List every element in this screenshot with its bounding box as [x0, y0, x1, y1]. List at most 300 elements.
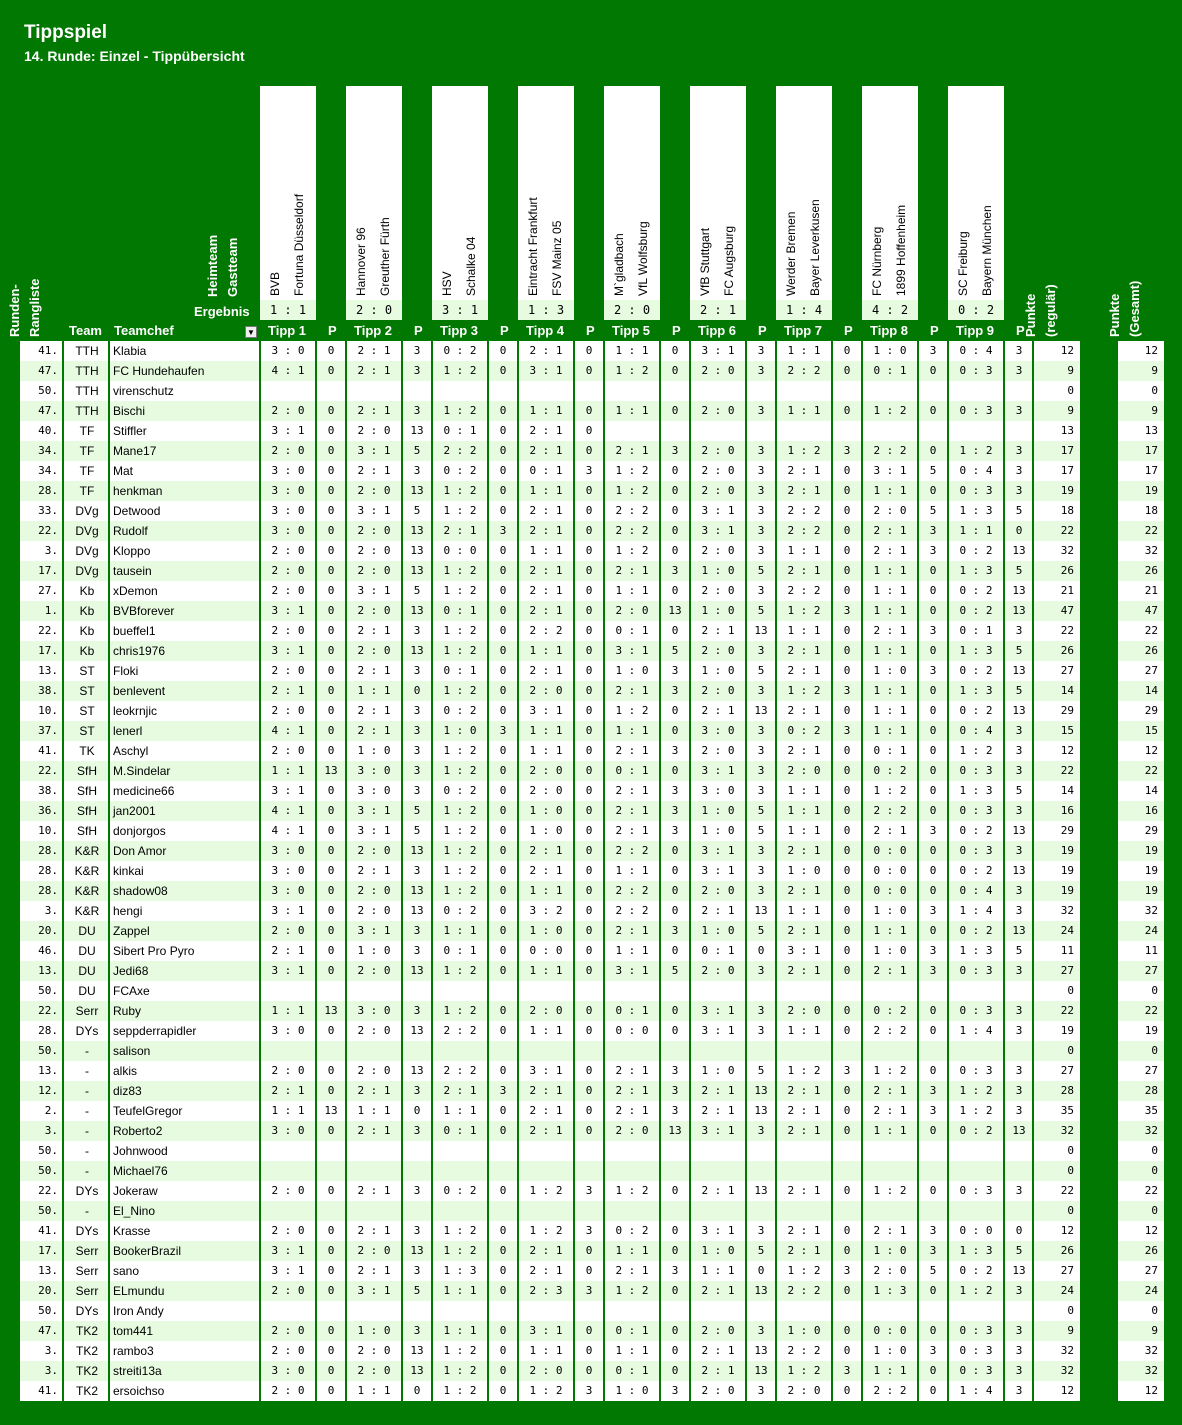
- tipp-cell: 2 : 1: [873, 524, 907, 537]
- points-cell: 0: [671, 344, 679, 357]
- points-total-cell: 32: [1144, 904, 1158, 917]
- team-cell: K&R: [74, 904, 100, 918]
- points-cell: [746, 1161, 776, 1181]
- rank-cell: 33.: [38, 504, 58, 517]
- points-cell: [488, 1161, 518, 1181]
- points-cell: [918, 981, 948, 1001]
- points-cell: 3: [929, 1344, 937, 1357]
- tipp-cell: 1 : 1: [529, 484, 563, 497]
- tipp-cell: 1 : 2: [443, 404, 477, 417]
- tipp-cell: [948, 1301, 1004, 1321]
- tipp-cell: 2 : 1: [357, 464, 391, 477]
- points-regular-cell: 0: [1067, 384, 1074, 397]
- home-team-label: HSV: [440, 271, 454, 296]
- tipp-cell: 3 : 2: [529, 904, 563, 917]
- points-cell: 0: [585, 784, 593, 797]
- points-cell: [918, 421, 948, 441]
- points-cell: 13: [754, 1284, 768, 1297]
- team-cell: K&R: [74, 884, 100, 898]
- tipp-cell: 2 : 0: [357, 564, 391, 577]
- tipp-cell: 2 : 1: [615, 744, 649, 757]
- points-cell: 0: [585, 964, 593, 977]
- points-cell: 5: [757, 564, 765, 577]
- points-cell: [316, 1141, 346, 1161]
- points-cell: 0: [671, 1364, 679, 1377]
- points-cell: 13: [410, 544, 424, 557]
- p-header-8: P: [930, 323, 939, 338]
- away-team-label: Fortuna Düsseldorf: [292, 193, 306, 296]
- points-cell: [574, 1161, 604, 1181]
- points-total-cell: 13: [1144, 424, 1158, 437]
- points-cell: 3: [1015, 1064, 1023, 1077]
- points-cell: 0: [327, 924, 335, 937]
- column-divider: [861, 341, 863, 1405]
- tipp-cell: 2 : 1: [615, 684, 649, 697]
- points-total-cell: 16: [1144, 804, 1158, 817]
- tipp-cell: 3 : 1: [701, 844, 735, 857]
- points-cell: 3: [671, 1264, 679, 1277]
- points-cell: 0: [327, 904, 335, 917]
- points-cell: 3: [757, 1124, 765, 1137]
- tipp-cell: 2 : 1: [701, 1184, 735, 1197]
- tipp-cell: [432, 981, 488, 1001]
- rank-cell: 17.: [38, 644, 58, 657]
- points-cell: 3: [1015, 964, 1023, 977]
- tipp-cell: 1 : 1: [873, 584, 907, 597]
- tipp-cell: [948, 1161, 1004, 1181]
- tipp-cell: [948, 381, 1004, 401]
- points-cell: 13: [1012, 664, 1026, 677]
- points-cell: 0: [671, 584, 679, 597]
- points-cell: 0: [499, 884, 507, 897]
- teamchef-cell: Zappel: [113, 924, 150, 938]
- match-header-2: [346, 86, 402, 300]
- tipp-cell: 2 : 0: [271, 1064, 305, 1077]
- points-cell: 3: [757, 544, 765, 557]
- tipp-cell: 2 : 1: [615, 784, 649, 797]
- points-cell: 0: [499, 584, 507, 597]
- rank-cell: 38.: [38, 784, 58, 797]
- tipp-cell: 2 : 0: [787, 1004, 821, 1017]
- points-cell: 3: [757, 644, 765, 657]
- tipp-cell: 2 : 1: [615, 1084, 649, 1097]
- teamchef-cell: Floki: [113, 664, 139, 678]
- tipp-cell: 1 : 0: [443, 724, 477, 737]
- points-cell: 0: [327, 464, 335, 477]
- tipp-cell: 2 : 0: [357, 524, 391, 537]
- tipp-cell: 2 : 0: [357, 904, 391, 917]
- rank-cell: 27.: [38, 584, 58, 597]
- points-cell: 13: [410, 524, 424, 537]
- tipp-cell: 3 : 0: [701, 784, 735, 797]
- points-cell: 5: [1015, 784, 1023, 797]
- tipp-cell: 1 : 0: [873, 1344, 907, 1357]
- filter-dropdown-button[interactable]: ▼: [245, 326, 257, 338]
- points-cell: [574, 1201, 604, 1221]
- points-total-cell: 19: [1144, 484, 1158, 497]
- tipp-cell: 2 : 0: [271, 544, 305, 557]
- points-cell: 0: [929, 1284, 937, 1297]
- points-cell: 0: [327, 1244, 335, 1257]
- rank-cell: 50.: [38, 1144, 58, 1157]
- tipp-cell: 2 : 0: [271, 584, 305, 597]
- points-cell: 0: [499, 864, 507, 877]
- tipp-cell: 1 : 3: [959, 644, 993, 657]
- points-cell: 3: [413, 1224, 421, 1237]
- match-result-1: 1 : 1: [260, 300, 316, 320]
- tipp-cell: 2 : 2: [787, 584, 821, 597]
- points-regular-cell: 32: [1060, 544, 1074, 557]
- tipp-cell: 2 : 0: [873, 504, 907, 517]
- points-cell: [316, 1201, 346, 1221]
- tipp-cell: 1 : 2: [443, 1224, 477, 1237]
- points-cell: 3: [1015, 1104, 1023, 1117]
- points-total-cell: 29: [1144, 704, 1158, 717]
- tipp-header-5: Tipp 5: [612, 323, 651, 338]
- tipp-cell: 2 : 2: [787, 364, 821, 377]
- tipp-cell: 2 : 2: [443, 1064, 477, 1077]
- points-cell: 13: [410, 1244, 424, 1257]
- tipp-cell: 1 : 1: [615, 724, 649, 737]
- tipp-cell: 2 : 1: [529, 1084, 563, 1097]
- tipp-cell: 2 : 0: [701, 544, 735, 557]
- points-cell: 0: [499, 744, 507, 757]
- points-cell: 0: [929, 1384, 937, 1397]
- points-cell: 3: [499, 1084, 507, 1097]
- points-cell: 3: [671, 1064, 679, 1077]
- tipp-cell: 4 : 1: [271, 724, 305, 737]
- tipp-cell: 1 : 2: [615, 1184, 649, 1197]
- tipp-cell: 1 : 0: [873, 344, 907, 357]
- runden-label: Runden-: [7, 284, 22, 337]
- points-cell: 3: [1015, 1024, 1023, 1037]
- points-cell: 13: [754, 1364, 768, 1377]
- match-result-8: 4 : 2: [862, 300, 918, 320]
- points-cell: 0: [843, 344, 851, 357]
- home-team-label: Hannover 96: [354, 227, 368, 296]
- points-cell: [918, 1201, 948, 1221]
- points-cell: [660, 1301, 690, 1321]
- tipp-cell: 3 : 1: [615, 644, 649, 657]
- home-team-label: FC Nürnberg: [870, 226, 884, 296]
- points-cell: 3: [1015, 1184, 1023, 1197]
- column-divider: [62, 341, 64, 1405]
- tipp-header-8: Tipp 8: [870, 323, 909, 338]
- team-cell: ST: [79, 704, 95, 718]
- points-total-cell: 22: [1144, 764, 1158, 777]
- points-cell: 0: [843, 524, 851, 537]
- points-cell: 5: [1015, 644, 1023, 657]
- tipp-cell: 2 : 1: [615, 804, 649, 817]
- points-cell: 0: [499, 924, 507, 937]
- points-regular-cell: 19: [1060, 844, 1074, 857]
- tipp-cell: 0 : 4: [959, 464, 993, 477]
- rank-cell: 13.: [38, 664, 58, 677]
- points-cell: 0: [327, 684, 335, 697]
- points-cell: 0: [327, 964, 335, 977]
- points-total-cell: 32: [1144, 544, 1158, 557]
- tipp-cell: 1 : 1: [271, 1104, 305, 1117]
- points-total-cell: 9: [1151, 1324, 1158, 1337]
- tipp-cell: 1 : 2: [443, 1364, 477, 1377]
- points-cell: 0: [843, 1004, 851, 1017]
- tipp-cell: 1 : 0: [701, 664, 735, 677]
- points-total-cell: 19: [1144, 844, 1158, 857]
- teamchef-cell: Jedi68: [113, 964, 149, 978]
- points-cell: 3: [929, 944, 937, 957]
- points-cell: 5: [413, 824, 421, 837]
- points-cell: 3: [757, 784, 765, 797]
- tipp-cell: 1 : 0: [787, 864, 821, 877]
- points-cell: 0: [585, 544, 593, 557]
- points-cell: 5: [413, 1284, 421, 1297]
- teamchef-cell: Roberto2: [113, 1124, 163, 1138]
- team-cell: Kb: [79, 644, 95, 658]
- tipp-cell: 1 : 4: [959, 1024, 993, 1037]
- tipp-cell: 1 : 2: [443, 1004, 477, 1017]
- rank-cell: 20.: [38, 924, 58, 937]
- tipp-cell: 1 : 1: [271, 1004, 305, 1017]
- tipp-cell: 0 : 3: [959, 1364, 993, 1377]
- points-total-cell: 17: [1144, 444, 1158, 457]
- points-cell: 5: [929, 504, 937, 517]
- tipp-cell: 0 : 2: [873, 1004, 907, 1017]
- tipp-cell: 1 : 1: [357, 684, 391, 697]
- points-total-cell: 32: [1144, 1124, 1158, 1137]
- tipp-cell: 0 : 0: [615, 1024, 649, 1037]
- tipp-cell: [518, 381, 574, 401]
- rank-cell: 50.: [38, 1304, 58, 1317]
- points-cell: 3: [671, 684, 679, 697]
- tipp-cell: 1 : 1: [701, 1264, 735, 1277]
- points-cell: 0: [671, 884, 679, 897]
- teamchef-cell: virenschutz: [113, 384, 174, 398]
- tipp-cell: 2 : 1: [787, 664, 821, 677]
- away-team-label: Schalke 04: [464, 236, 478, 296]
- tipp-cell: 1 : 2: [959, 1084, 993, 1097]
- team-cell: TTH: [75, 404, 99, 418]
- tipp-cell: 2 : 3: [529, 1284, 563, 1297]
- rank-cell: 34.: [38, 444, 58, 457]
- points-total-cell: 32: [1144, 1364, 1158, 1377]
- tipp-cell: 2 : 1: [701, 904, 735, 917]
- points-cell: [832, 421, 862, 441]
- points-cell: [832, 381, 862, 401]
- points-cell: 0: [843, 644, 851, 657]
- teamchef-cell: FC Hundehaufen: [113, 364, 205, 378]
- points-cell: [746, 981, 776, 1001]
- points-cell: [488, 981, 518, 1001]
- rank-cell: 10.: [38, 824, 58, 837]
- rank-cell: 36.: [38, 804, 58, 817]
- tipp-cell: [346, 1141, 402, 1161]
- teamchef-cell: tom441: [113, 1324, 154, 1338]
- tipp-cell: 3 : 1: [701, 1004, 735, 1017]
- points-total-cell: 47: [1144, 604, 1158, 617]
- match-header-1: [260, 86, 316, 300]
- points-total-cell: 14: [1144, 684, 1158, 697]
- tipp-cell: 3 : 1: [873, 464, 907, 477]
- points-cell: 0: [413, 1384, 421, 1397]
- tipp-cell: 3 : 0: [271, 524, 305, 537]
- points-cell: 0: [585, 924, 593, 937]
- tipp-cell: 2 : 0: [873, 1264, 907, 1277]
- team-cell: DVg: [75, 524, 99, 538]
- tipp-cell: 2 : 0: [701, 404, 735, 417]
- teamchef-cell: Jokeraw: [113, 1184, 158, 1198]
- points-total-cell: 12: [1144, 344, 1158, 357]
- points-cell: 3: [413, 464, 421, 477]
- tipp-cell: [776, 381, 832, 401]
- tipp-cell: [776, 421, 832, 441]
- column-divider: [431, 341, 433, 1405]
- tipp-cell: 2 : 1: [615, 1104, 649, 1117]
- tipp-cell: 0 : 3: [959, 1184, 993, 1197]
- tipp-cell: 2 : 1: [357, 344, 391, 357]
- points-cell: 0: [499, 1064, 507, 1077]
- points-cell: 0: [843, 1284, 851, 1297]
- points-cell: 0: [585, 804, 593, 817]
- tipp-cell: 2 : 0: [357, 844, 391, 857]
- tipp-cell: 2 : 1: [529, 584, 563, 597]
- points-cell: 0: [671, 724, 679, 737]
- teamchef-cell: lenerl: [113, 724, 143, 738]
- points-cell: 3: [757, 1384, 765, 1397]
- tipp-cell: 3 : 1: [271, 644, 305, 657]
- points-regular-cell: 0: [1067, 1164, 1074, 1177]
- tipp-cell: 3 : 1: [271, 424, 305, 437]
- points-regular-cell: 14: [1060, 784, 1074, 797]
- points-cell: 13: [754, 1104, 768, 1117]
- points-cell: 0: [413, 1104, 421, 1117]
- team-cell: Kb: [79, 604, 95, 618]
- column-divider: [573, 341, 575, 1405]
- points-cell: [660, 1141, 690, 1161]
- points-cell: 0: [327, 644, 335, 657]
- points-cell: 5: [1015, 564, 1023, 577]
- points-total-cell: 24: [1144, 924, 1158, 937]
- points-regular-cell: 24: [1060, 924, 1074, 937]
- tipp-cell: 0 : 1: [873, 744, 907, 757]
- points-cell: [316, 981, 346, 1001]
- tipp-cell: 0 : 3: [959, 1324, 993, 1337]
- tipp-cell: 1 : 2: [443, 744, 477, 757]
- tipp-cell: 1 : 2: [443, 644, 477, 657]
- tipp-cell: 3 : 0: [271, 464, 305, 477]
- tipp-cell: 0 : 3: [959, 404, 993, 417]
- points-cell: 3: [757, 764, 765, 777]
- points-cell: 0: [929, 1184, 937, 1197]
- tipp-cell: 1 : 2: [443, 804, 477, 817]
- tipp-cell: 2 : 2: [615, 844, 649, 857]
- tipp-cell: 1 : 2: [529, 1384, 563, 1397]
- teamchef-cell: shadow08: [113, 884, 168, 898]
- tipp-cell: 2 : 0: [271, 444, 305, 457]
- tipp-cell: 1 : 1: [529, 964, 563, 977]
- points-cell: 3: [413, 624, 421, 637]
- tipp-cell: 3 : 1: [357, 444, 391, 457]
- tipp-cell: [346, 381, 402, 401]
- tipp-cell: 3 : 0: [271, 344, 305, 357]
- points-cell: [402, 981, 432, 1001]
- points-cell: 0: [1015, 524, 1023, 537]
- tipp-cell: 2 : 0: [615, 604, 649, 617]
- points-cell: 3: [413, 1324, 421, 1337]
- match-header-3: [432, 86, 488, 300]
- points-cell: 0: [585, 1024, 593, 1037]
- tipp-cell: 2 : 1: [873, 1084, 907, 1097]
- tipp-cell: 0 : 3: [959, 364, 993, 377]
- rank-cell: 28.: [38, 484, 58, 497]
- points-cell: [574, 1301, 604, 1321]
- tipp-cell: [518, 1141, 574, 1161]
- team-cell: Serr: [75, 1264, 99, 1278]
- tipp-cell: 2 : 0: [701, 684, 735, 697]
- tipp-cell: 2 : 0: [701, 1384, 735, 1397]
- points-cell: 13: [1012, 864, 1026, 877]
- tipp-cell: 2 : 1: [357, 404, 391, 417]
- points-cell: 0: [843, 864, 851, 877]
- points-cell: 0: [327, 364, 335, 377]
- tipp-cell: 3 : 1: [271, 1244, 305, 1257]
- points-cell: 0: [585, 664, 593, 677]
- tipp-cell: 1 : 0: [701, 604, 735, 617]
- rank-cell: 28.: [38, 1024, 58, 1037]
- tipp-cell: 1 : 1: [615, 584, 649, 597]
- points-total-cell: 28: [1144, 1084, 1158, 1097]
- tipp-cell: 2 : 0: [701, 484, 735, 497]
- points-cell: 0: [499, 1104, 507, 1117]
- rank-cell: 17.: [38, 1244, 58, 1257]
- tipp-cell: 3 : 1: [787, 944, 821, 957]
- team-cell: -: [85, 1124, 89, 1138]
- points-cell: 13: [1012, 924, 1026, 937]
- points-cell: 0: [843, 504, 851, 517]
- tipp-cell: 0 : 3: [959, 1004, 993, 1017]
- points-cell: 0: [585, 564, 593, 577]
- points-cell: 0: [843, 564, 851, 577]
- match-header-5: [604, 86, 660, 300]
- points-cell: 3: [757, 864, 765, 877]
- points-cell: 3: [671, 1384, 679, 1397]
- points-cell: 0: [499, 1184, 507, 1197]
- tipp-cell: [862, 1301, 918, 1321]
- rank-cell: 41.: [38, 344, 58, 357]
- points-regular-cell: 19: [1060, 864, 1074, 877]
- tipp-cell: 1 : 1: [787, 784, 821, 797]
- points-cell: 3: [671, 824, 679, 837]
- points-cell: 0: [499, 504, 507, 517]
- points-cell: [488, 1141, 518, 1161]
- tipp-cell: 1 : 2: [787, 444, 821, 457]
- points-cell: 0: [843, 844, 851, 857]
- tipp-cell: 1 : 2: [443, 864, 477, 877]
- team-cell: TK2: [75, 1384, 98, 1398]
- tipp-cell: [862, 421, 918, 441]
- points-cell: 3: [843, 1364, 851, 1377]
- points-cell: [574, 381, 604, 401]
- team-cell: DYs: [75, 1224, 99, 1238]
- teamchef-cell: Iron Andy: [113, 1304, 164, 1318]
- teamchef-cell: Don Amor: [113, 844, 167, 858]
- points-cell: 0: [585, 404, 593, 417]
- tipp-cell: 0 : 3: [959, 1064, 993, 1077]
- tipp-cell: 2 : 1: [701, 1364, 735, 1377]
- away-team-label: Bayern München: [980, 205, 994, 296]
- points-cell: 0: [843, 764, 851, 777]
- points-cell: 3: [671, 924, 679, 937]
- points-cell: 3: [585, 1384, 593, 1397]
